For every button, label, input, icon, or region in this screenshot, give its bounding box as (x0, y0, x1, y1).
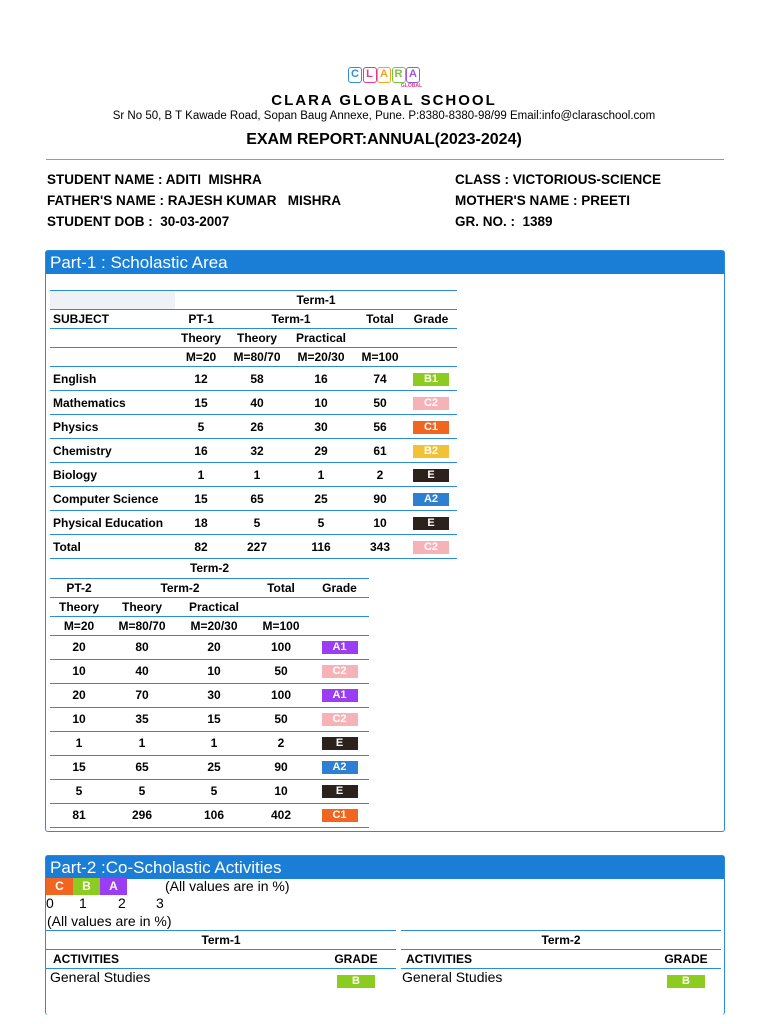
total-cell: 56 (355, 415, 405, 439)
col-grade: Grade (405, 310, 457, 329)
practical-cell: 116 (287, 535, 355, 559)
theory-cell: 32 (227, 439, 287, 463)
logo-letter: A (377, 67, 391, 83)
subject-cell: Total (50, 535, 175, 559)
total-cell: 100 (252, 635, 310, 659)
school-logo (348, 64, 424, 92)
student-name: STUDENT NAME : ADITI MISHRA (47, 172, 262, 187)
table-row (50, 683, 369, 707)
logo-letter: A (406, 67, 420, 83)
total-cell: 402 (252, 803, 310, 827)
total-cell: 90 (252, 755, 310, 779)
col-pt2: PT-2 (50, 578, 108, 597)
grade-badge: C2 (322, 665, 358, 678)
practical-cell: 25 (287, 487, 355, 511)
table-row (50, 535, 457, 559)
subject-cell: Physics (50, 415, 175, 439)
theory-cell: 26 (227, 415, 287, 439)
header-divider (46, 159, 724, 160)
term1-table (50, 290, 457, 559)
table-row (50, 415, 457, 439)
practical-cell: 10 (176, 659, 252, 683)
table-row (50, 659, 369, 683)
col-total2: Total (252, 578, 310, 597)
grade-badge: C2 (322, 713, 358, 726)
table-row (50, 367, 457, 391)
total-cell: 61 (355, 439, 405, 463)
max-pt: M=20 (175, 348, 227, 367)
theory-cell: 40 (108, 659, 176, 683)
pt-cell: 15 (50, 755, 108, 779)
practical-cell: 25 (176, 755, 252, 779)
coscholastic-term2-table (401, 930, 721, 988)
table-row (50, 463, 457, 487)
col-term: Term-1 (227, 310, 355, 329)
practical-cell: 30 (287, 415, 355, 439)
subject-cell: Computer Science (50, 487, 175, 511)
pt-cell: 10 (50, 707, 108, 731)
subject-cell: Physical Education (50, 511, 175, 535)
pt-cell: 16 (175, 439, 227, 463)
practical-cell: 20 (176, 635, 252, 659)
legend-note: (All values are in %) (165, 878, 290, 894)
practical-cell: 5 (176, 779, 252, 803)
practical-cell: 16 (287, 367, 355, 391)
pt-cell: 12 (175, 367, 227, 391)
cos-activity-general-studies-2: General Studies (402, 969, 503, 985)
theory-cell: 35 (108, 707, 176, 731)
table-row (50, 707, 369, 731)
grade-badge: C1 (413, 421, 449, 434)
theory-cell: 65 (227, 487, 287, 511)
coscholastic-term1-table (46, 930, 396, 988)
max-theory: M=80/70 (227, 348, 287, 367)
cos-col-activity: ACTIVITIES (46, 950, 316, 969)
grade-badge: E (413, 517, 449, 530)
theory-cell: 1 (227, 463, 287, 487)
pt-cell: 20 (50, 683, 108, 707)
pt-cell: 1 (175, 463, 227, 487)
cos-col-grade-2: GRADE (651, 950, 721, 969)
term2-header: Term-2 (50, 559, 369, 578)
col-theory2-2: Theory (108, 597, 176, 616)
pt-cell: 82 (175, 535, 227, 559)
theory-cell: 5 (227, 511, 287, 535)
table-row (50, 511, 457, 535)
student-class: CLASS : VICTORIOUS-SCIENCE (455, 172, 662, 187)
logo-subtext: GLOBAL (400, 83, 422, 89)
grade-badge: A1 (322, 689, 358, 702)
total-cell: 100 (252, 683, 310, 707)
practical-cell: 1 (287, 463, 355, 487)
grade-badge: A2 (413, 493, 449, 506)
max-theory2: M=80/70 (108, 616, 176, 635)
grade-badge: B2 (413, 445, 449, 458)
logo-letter: L (363, 67, 377, 83)
col-pt: PT-1 (175, 310, 227, 329)
pt-cell: 5 (50, 779, 108, 803)
subject-cell: English (50, 367, 175, 391)
theory-cell: 58 (227, 367, 287, 391)
cos-term2-header: Term-2 (401, 931, 721, 950)
theory-cell: 65 (108, 755, 176, 779)
max-total2: M=100 (252, 616, 310, 635)
pt-cell: 15 (175, 391, 227, 415)
practical-cell: 30 (176, 683, 252, 707)
theory-cell: 5 (108, 779, 176, 803)
part2-title: Part-2 :Co-Scholastic Activities (46, 856, 724, 879)
theory-cell: 40 (227, 391, 287, 415)
part2-note: (All values are in %) (47, 913, 172, 929)
table-row (50, 635, 369, 659)
part1-title: Part-1 : Scholastic Area (46, 251, 724, 274)
school-address: Sr No 50, B T Kawade Road, Sopan Baug Annexe, Pune. P:8380-8380-98/99 Email:info@claraschool.com (112, 110, 656, 122)
grade-badge: C2 (413, 541, 449, 554)
pt-cell: 18 (175, 511, 227, 535)
grade-badge: A2 (322, 761, 358, 774)
theory-cell: 1 (108, 731, 176, 755)
total-cell: 10 (355, 511, 405, 535)
max-practical: M=20/30 (287, 348, 355, 367)
legend-grade-b: B (73, 878, 100, 895)
theory-cell: 80 (108, 635, 176, 659)
total-cell: 50 (252, 659, 310, 683)
theory-cell: 227 (227, 535, 287, 559)
legend-grade-c: C (46, 878, 73, 895)
practical-cell: 106 (176, 803, 252, 827)
col-grade2: Grade (310, 578, 369, 597)
legend-grade-a: A (100, 878, 127, 895)
grade-badge: A1 (322, 641, 358, 654)
col-practical2: Practical (176, 597, 252, 616)
total-cell: 90 (355, 487, 405, 511)
theory-cell: 70 (108, 683, 176, 707)
student-dob: STUDENT DOB : 30-03-2007 (47, 214, 230, 229)
total-cell: 50 (252, 707, 310, 731)
cos-col-grade: GRADE (316, 950, 396, 969)
total-cell: 10 (252, 779, 310, 803)
col-practical: Practical (287, 329, 355, 348)
total-cell: 74 (355, 367, 405, 391)
table-row (50, 439, 457, 463)
table-row (50, 779, 369, 803)
grade-badge: E (322, 785, 358, 798)
pt-cell: 10 (50, 659, 108, 683)
report-title: EXAM REPORT:ANNUAL(2023-2024) (246, 131, 522, 148)
cos-term1-header: Term-1 (46, 931, 396, 950)
term2-table (50, 559, 369, 828)
practical-cell: 5 (287, 511, 355, 535)
cos-col-activity-2: ACTIVITIES (401, 950, 651, 969)
gr-number: GR. NO. : 1389 (455, 214, 553, 229)
grade-badge: C1 (322, 809, 358, 822)
col-theory-2: Theory (227, 329, 287, 348)
theory-cell: 296 (108, 803, 176, 827)
subject-cell: Biology (50, 463, 175, 487)
table-row (50, 731, 369, 755)
cos-activity-general-studies: General Studies (50, 969, 151, 985)
pt-cell: 81 (50, 803, 108, 827)
pt-cell: 15 (175, 487, 227, 511)
total-cell: 50 (355, 391, 405, 415)
col-term2: Term-2 (108, 578, 252, 597)
practical-cell: 10 (287, 391, 355, 415)
max-total: M=100 (355, 348, 405, 367)
term1-header: Term-1 (175, 291, 457, 310)
subject-cell: Chemistry (50, 439, 175, 463)
table-row (50, 803, 369, 827)
col-total: Total (355, 310, 405, 329)
subject-cell: Mathematics (50, 391, 175, 415)
total-cell: 343 (355, 535, 405, 559)
total-cell: 2 (252, 731, 310, 755)
mother-name: MOTHER'S NAME : PREETI (455, 193, 630, 208)
grade-legend (46, 878, 346, 898)
grade-badge: E (413, 469, 449, 482)
grade-badge: C2 (413, 397, 449, 410)
max-practical2: M=20/30 (176, 616, 252, 635)
pt-cell: 20 (50, 635, 108, 659)
cos-grade-badge: B (337, 975, 375, 988)
col-subject: SUBJECT (50, 310, 175, 329)
pt-cell: 5 (175, 415, 227, 439)
table-row (50, 487, 457, 511)
practical-cell: 15 (176, 707, 252, 731)
cos-grade-badge-2: B (667, 975, 705, 988)
col-theory2-1: Theory (50, 597, 108, 616)
practical-cell: 1 (176, 731, 252, 755)
max-pt2: M=20 (50, 616, 108, 635)
table-row (50, 755, 369, 779)
table-row (50, 391, 457, 415)
grade-badge: E (322, 737, 358, 750)
logo-letter: R (392, 67, 406, 83)
grade-badge: B1 (413, 373, 449, 386)
total-cell: 2 (355, 463, 405, 487)
school-name: CLARA GLOBAL SCHOOL (271, 92, 497, 109)
practical-cell: 29 (287, 439, 355, 463)
pt-cell: 1 (50, 731, 108, 755)
logo-letter: C (348, 67, 362, 83)
col-theory-1: Theory (175, 329, 227, 348)
father-name: FATHER'S NAME : RAJESH KUMAR MISHRA (47, 193, 341, 208)
